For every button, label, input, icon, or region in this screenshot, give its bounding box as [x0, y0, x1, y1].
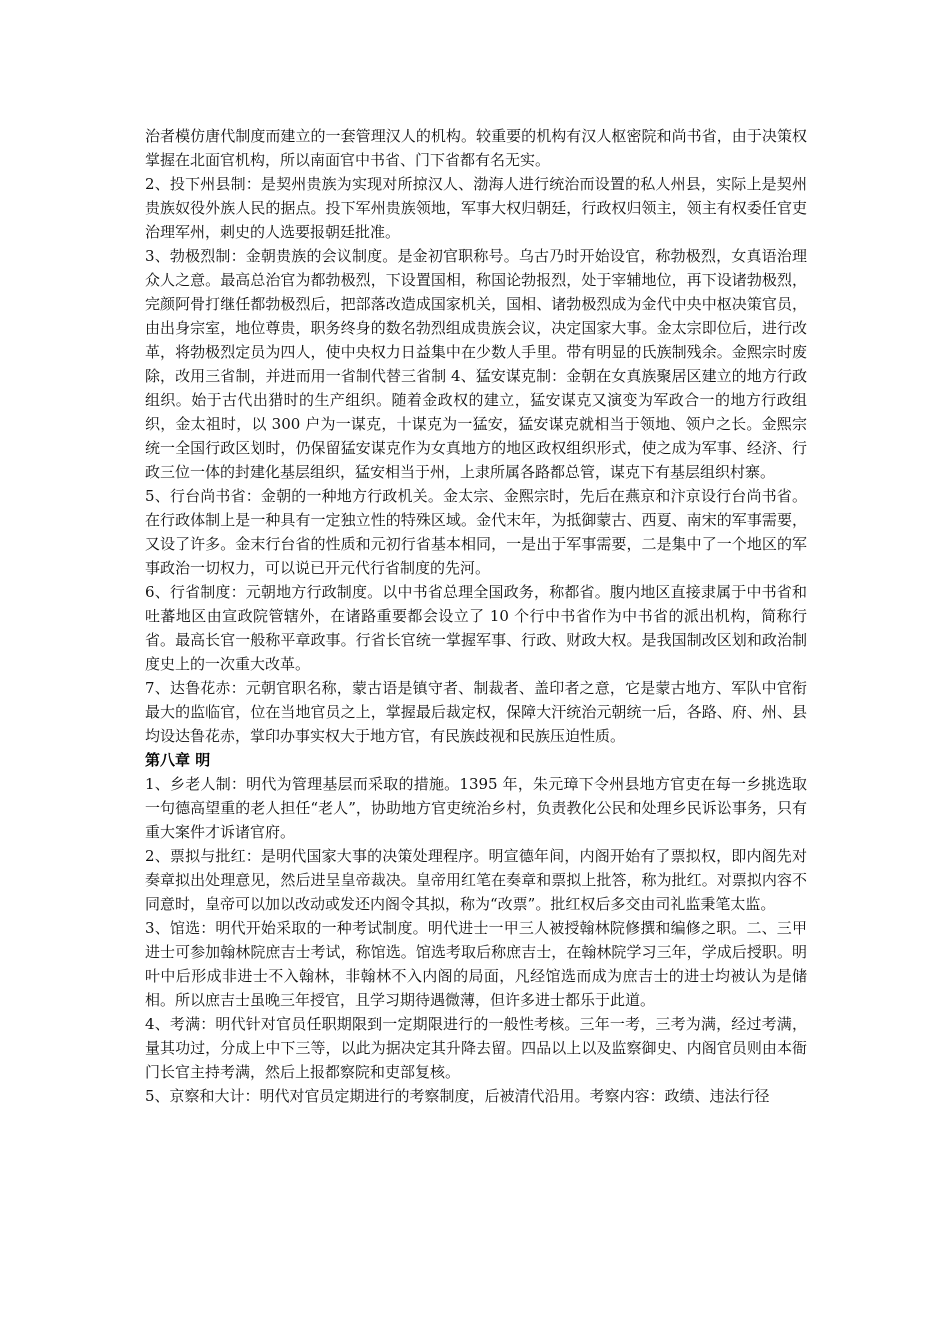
paragraph-bojilie-mengan: 3、勃极烈制：金朝贵族的会议制度。是金初官职称号。乌古乃时开始设官，称勃极烈，女真语治理众人之意。最高总治官为都勃极烈，下设置国相，称国论勃报烈，处于宰辅地位，再下设诸勃极烈，完颜阿骨打继任都勃极烈后，把部落改造成国家机关，国相、诸勃极烈成为金代中央中枢决策官员，由出身宗室，地位尊贵，职务终身的数名勃烈组成贵族会议，决定国家大事。金太宗即位后，进行改革，将勃极烈定员为四人，使中央权力日益集中在少数人手里。带有明显的氏族制残余。金熙宗时废除，改用三省制，并进而用一省制代替三省制 4、猛安谋克制：金朝在女真族聚居区建立的地方行政组织。始于古代出猎时的生产组织。随着金政权的建立，猛安谋克又演变为军政合一的地方行政组织，金太祖时，以 300 户为一谋克，十谋克为一猛安，猛安谋克就相当于领地、领户之长。金熙宗统一全国行政区划时，仍保留猛安谋克作为女真地方的地区政权组织形式，使之成为军事、经济、行政三位一体的封建化基层组织，猛安相当于州，上隶所属各路都总管，谋克下有基层组织村寨。: [145, 247, 807, 481]
paragraph-xingtai-shangshusheng: 5、行台尚书省：金朝的一种地方行政机关。金太宗、金熙宗时，先后在燕京和汴京设行台尚书省。在行政体制上是一种具有一定独立性的特殊区域。金代末年，为抵御蒙古、西夏、南宋的军事需要，又设了许多。金末行台省的性质和元初行省基本相同，一是出于军事需要，二是集中了一个地区的军事政治一切权力，可以说已开元代行省制度的先河。: [145, 487, 807, 577]
paragraph-xingsheng: 6、行省制度：元朝地方行政制度。以中书省总理全国政务，称都省。腹内地区直接隶属于中书省和吐蕃地区由宣政院管辖外，在诸路重要都会设立了 10 个行中书省作为中书省的派出机构，简称行省。最高长官一般称平章政事。行省长官统一掌握军事、行政、财政大权。是我国制改区划和政治制度史上的一次重大改革。: [145, 583, 807, 673]
paragraph-touxia-zhouxian: 2、投下州县制：是契州贵族为实现对所掠汉人、渤海人进行统治而设置的私人州县，实际上是契州贵族奴役外族人民的据点。投下军州贵族领地，军事大权归朝廷，行政权归领主，领主有权委任官吏治理军州，刺史的人选要报朝廷批准。: [145, 175, 807, 241]
paragraph-nanmianguan: 治者模仿唐代制度而建立的一套管理汉人的机构。较重要的机构有汉人枢密院和尚书省，由于决策权掌握在北面官机构，所以南面官中书省、门下省都有名无实。: [145, 127, 807, 169]
paragraph-piaoni-pihong: 2、票拟与批红：是明代国家大事的决策处理程序。明宣德年间，内阁开始有了票拟权，即内阁先对奏章拟出处理意见，然后进呈皇帝裁决。皇帝用红笔在奏章和票拟上批答，称为批红。对票拟内容不同意时，皇帝可以加以改动或发还内阁令其拟，称为“改票”。批红权后多交由司礼监秉笔太监。: [145, 847, 807, 913]
paragraph-daluhuachi: 7、达鲁花赤：元朝官职名称，蒙古语是镇守者、制裁者、盖印者之意，它是蒙古地方、军队中官衔最大的监临官，位在当地官员之上，掌握最后裁定权，保障大汗统治元朝统一后，各路、府、州、县均设达鲁花赤，掌印办事实权大于地方官，有民族歧视和民族压迫性质。: [145, 679, 807, 745]
paragraph-kaoman: 4、考满：明代针对官员任职期限到一定期限进行的一般性考核。三年一考，三考为满，经过考满，量其功过，分成上中下三等，以此为据决定其升降去留。四品以上以及监察御史、内阁官员则由本衙门长官主持考满，然后上报都察院和吏部复核。: [145, 1015, 807, 1081]
paragraph-jingcha-daji: 5、京察和大计：明代对官员定期进行的考察制度，后被清代沿用。考察内容：政绩、违法行径: [145, 1087, 770, 1105]
document-page: [145, 124, 807, 1108]
paragraph-xiang-laoren: 1、乡老人制：明代为管理基层而采取的措施。1395 年，朱元璋下令州县地方官吏在每一乡挑选取一句德高望重的老人担任“老人”，协助地方官吏统治乡村，负责教化公民和处理乡民诉讼事务，只有重大案件才诉诸官府。: [145, 775, 807, 841]
chapter-heading: 第八章 明: [145, 751, 211, 769]
paragraph-guanxuan: 3、馆选：明代开始采取的一种考试制度。明代进士一甲三人被授翰林院修撰和编修之职。二、三甲进士可参加翰林院庶吉士考试，称馆选。馆选考取后称庶吉士，在翰林院学习三年，学成后授职。明叶中后形成非进士不入翰林，非翰林不入内阁的局面，凡经馆选而成为庶吉士的进士均被认为是储相。所以庶吉士虽晚三年授官，且学习期待遇微薄，但许多进士都乐于此道。: [145, 919, 807, 1009]
